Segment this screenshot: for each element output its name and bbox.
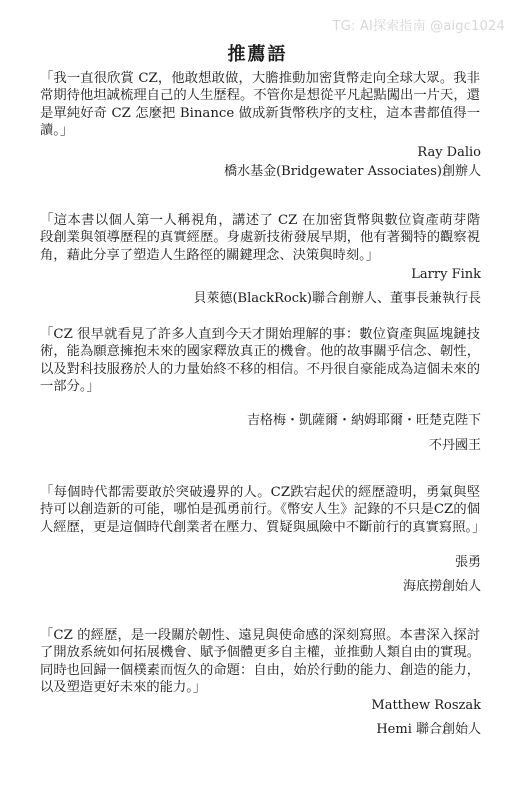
endorser-title: 不丹國王: [428, 438, 481, 453]
endorser-name: Larry Fink: [411, 267, 481, 282]
endorsement-quote-fink: [40, 212, 480, 264]
endorser-name: 張勇: [454, 555, 481, 570]
quote-text: 「我一直很欣賞 CZ，他敢想敢做，大膽推動加密貨幣走向全球大眾。我非常期待他坦誠梳理自己的人生歷程。不管你是想從平凡起點闖出一片天，還是單純好奇 CZ 怎麼把 Binance 做成新貨幣秩序的支柱，這本書都值得一讀。」: [40, 71, 480, 138]
endorsement-quote-dalio: [40, 70, 480, 139]
quote-text: 「CZ 很早就看見了許多人直到今天才開始理解的事：數位資產與區塊鏈技術，能為願意擁抱未來的國家釋放真正的機會。他的故事關乎信念、韌性，以及對科技服務於人的力量始終不移的相信。不丹很自豪能成為這個未來的一部分。」: [40, 327, 480, 394]
endorser-title: 海底撈創始人: [402, 579, 481, 594]
endorsement-quote-roszak: [40, 627, 480, 696]
endorser-title: Hemi 聯合創始人: [376, 722, 481, 737]
endorser-title: 貝萊德(BlackRock)聯合創辦人、董事長兼執行長: [193, 291, 481, 306]
endorser-name: Matthew Roszak: [371, 698, 481, 713]
page-title: 推薦語: [227, 44, 288, 65]
endorser-name: 吉格梅・凱薩爾・納姆耶爾・旺楚克陛下: [246, 413, 481, 428]
watermark-text: TG: AI探索指南 @aigc1024: [332, 19, 505, 34]
quote-text: 「每個時代都需要敢於突破邊界的人。CZ跌宕起伏的經歷證明，勇氣與堅持可以創造新的可能，哪怕是孤勇前行。《幣安人生》記錄的不只是CZ的個人經歷，更是這個時代創業者在壓力、質疑與風險中不斷前行的真實寫照。」: [40, 485, 486, 535]
endorser-name: Ray Dalio: [417, 145, 481, 160]
quote-text: 「CZ 的經歷，是一段關於韌性、遠見與使命感的深刻寫照。本書深入探討了開放系統如何拓展機會、賦予個體更多自主權，並推動人類自由的實現。同時也回歸一個樸素而恆久的命題：自由，始於行動的能力、創造的能力，以及塑造更好未來的能力。」: [40, 628, 480, 695]
endorsement-quote-zhang-yong: [40, 484, 486, 536]
endorsement-quote-bhutan-king: [40, 326, 480, 395]
quote-text: 「這本書以個人第一人稱視角，講述了 CZ 在加密貨幣與數位資產萌芽階段創業與領導歷程的真實經歷。身處新技術發展早期，他有著獨特的觀察視角，藉此分享了塑造人生路徑的關鍵理念、決策與時刻。」: [40, 213, 480, 263]
endorser-title: 橋水基金(Bridgewater Associates)創辦人: [224, 164, 481, 179]
